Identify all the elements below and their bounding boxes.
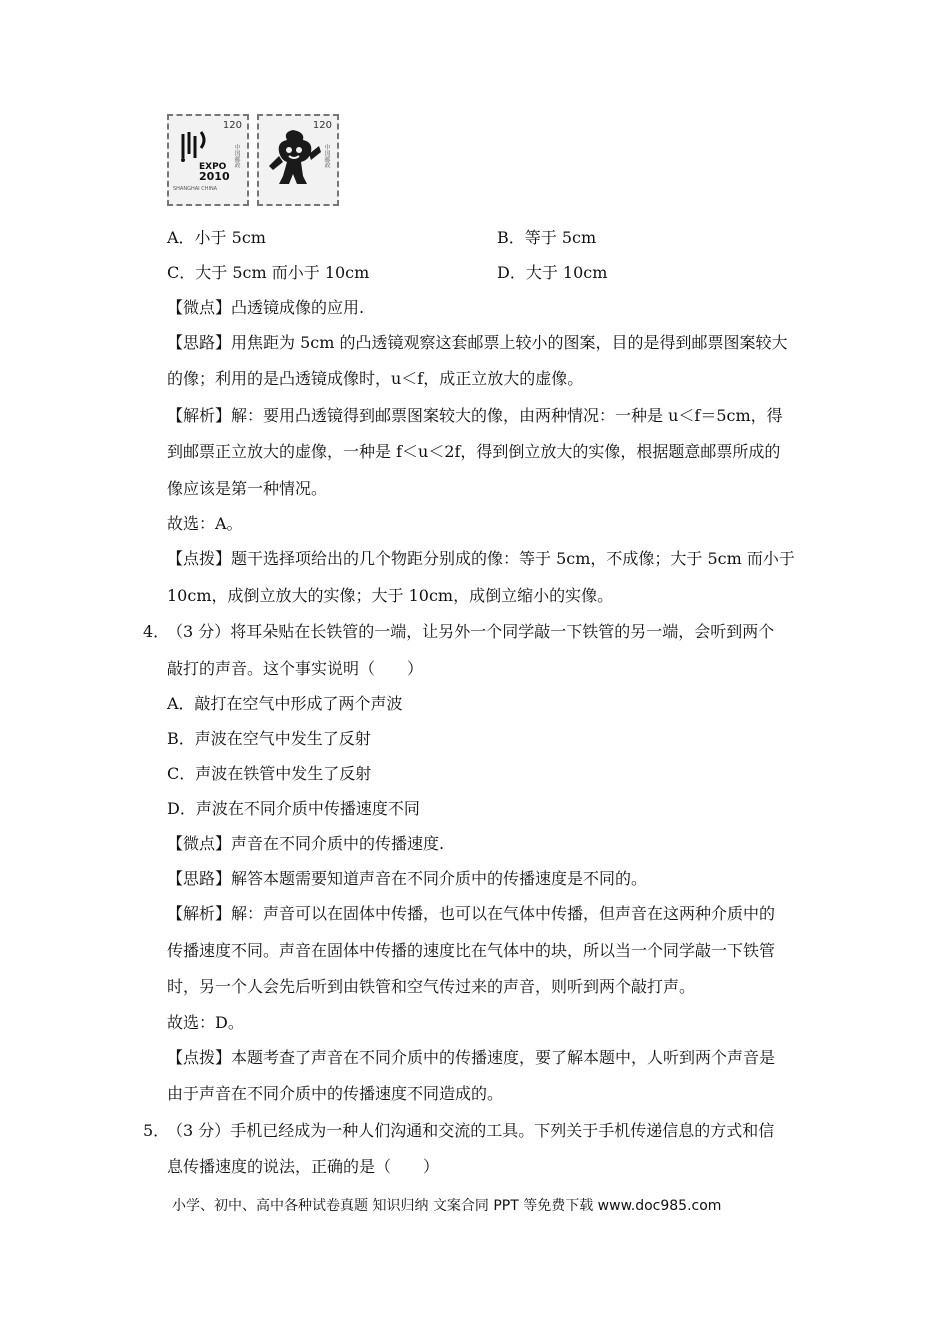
q5-stem-line: （3 分）手机已经成为一种人们沟通和交流的工具。下列关于手机传递信息的方式和信	[167, 1121, 775, 1140]
stamp-caption: SHANGHAI CHINA	[173, 186, 218, 192]
q4-option-b: B．声波在空气中发生了反射	[167, 729, 371, 748]
q5-stem-line: 息传播速度的说法，正确的是（ ）	[167, 1157, 440, 1176]
q4-option-d: D．声波在不同介质中传播速度不同	[167, 799, 420, 818]
q3-dianbo-line: 【点拨】题干选择项给出的几个物距分别成的像：等于 5cm，不成像；大于 5cm 而小于	[167, 549, 795, 568]
q3-jiexi-line: 【解析】解：要用凸透镜得到邮票图案较大的像，由两种情况：一种是 u＜f＝5cm，得	[167, 406, 783, 425]
expo-logo-text: EXPO	[199, 162, 227, 172]
q4-dianbo-line: 【点拨】本题考查了声音在不同介质中的传播速度，要了解本题中，人听到两个声音是	[167, 1048, 776, 1067]
expo-logo-icon	[177, 130, 211, 162]
q4-number: 4．	[143, 622, 170, 641]
option-c: C．大于 5cm 而小于 10cm	[167, 263, 370, 282]
page-footer: 小学、初中、高中各种试卷真题 知识归纳 文案合同 PPT 等免费下载 www.doc985.com	[172, 1198, 722, 1214]
q4-jiexi-line: 【解析】解：声音可以在固体中传播，也可以在气体中传播，但声音在这两种介质中的	[167, 904, 776, 923]
q4-dianbo-line: 由于声音在不同介质中的传播速度不同造成的。	[167, 1084, 504, 1103]
option-a: A．小于 5cm	[167, 228, 266, 247]
mascot-stamp-image	[257, 114, 339, 206]
q4-option-c: C．声波在铁管中发生了反射	[167, 764, 372, 783]
q4-option-a: A．敲打在空气中形成了两个声波	[167, 694, 403, 713]
q3-jiexi-line: 像应该是第一种情况。	[167, 479, 328, 498]
expo-logo-year: 2010	[199, 170, 230, 183]
stamp-side-text: 中国邮政	[323, 144, 330, 168]
haibao-mascot-icon	[263, 126, 323, 190]
expo-stamp-image	[167, 114, 249, 206]
q4-stem-line: 敲打的声音。这个事实说明（ ）	[167, 659, 424, 678]
q3-silu-line: 【思路】用焦距为 5cm 的凸透镜观察这套邮票上较小的图案，目的是得到邮票图案较大	[167, 333, 788, 352]
q4-answer: 故选：D。	[167, 1013, 244, 1032]
q4-stem-line: （3 分）将耳朵贴在长铁管的一端，让另外一个同学敲一下铁管的另一端，会听到两个	[167, 622, 775, 641]
q3-answer: 故选：A。	[167, 514, 243, 533]
option-d: D．大于 10cm	[497, 263, 608, 282]
q4-jiexi-line: 传播速度不同。声音在固体中传播的速度比在气体中的块，所以当一个同学敲一下铁管	[167, 941, 776, 960]
q4-jiexi-line: 时，另一个人会先后听到由铁管和空气传过来的声音，则听到两个敲打声。	[167, 977, 696, 996]
q3-silu-line: 的像；利用的是凸透镜成像时，u＜f，成正立放大的虚像。	[167, 369, 584, 388]
q3-dianbo-line: 10cm，成倒立放大的实像；大于 10cm，成倒立缩小的实像。	[167, 586, 614, 605]
q5-number: 5．	[143, 1121, 170, 1140]
option-b: B．等于 5cm	[497, 228, 597, 247]
q3-weidian: 【微点】凸透镜成像的应用.	[167, 298, 365, 317]
stamp-value: 120	[222, 120, 242, 131]
stamp-side-text: 中国邮政	[233, 144, 240, 168]
q4-weidian: 【微点】声音在不同介质中的传播速度.	[167, 834, 445, 853]
q4-silu: 【思路】解答本题需要知道声音在不同介质中的传播速度是不同的。	[167, 869, 648, 888]
q3-jiexi-line: 到邮票正立放大的虚像，一种是 f＜u＜2f，得到倒立放大的实像，根据题意邮票所成的	[167, 442, 781, 461]
stamp-value: 120	[312, 120, 332, 131]
